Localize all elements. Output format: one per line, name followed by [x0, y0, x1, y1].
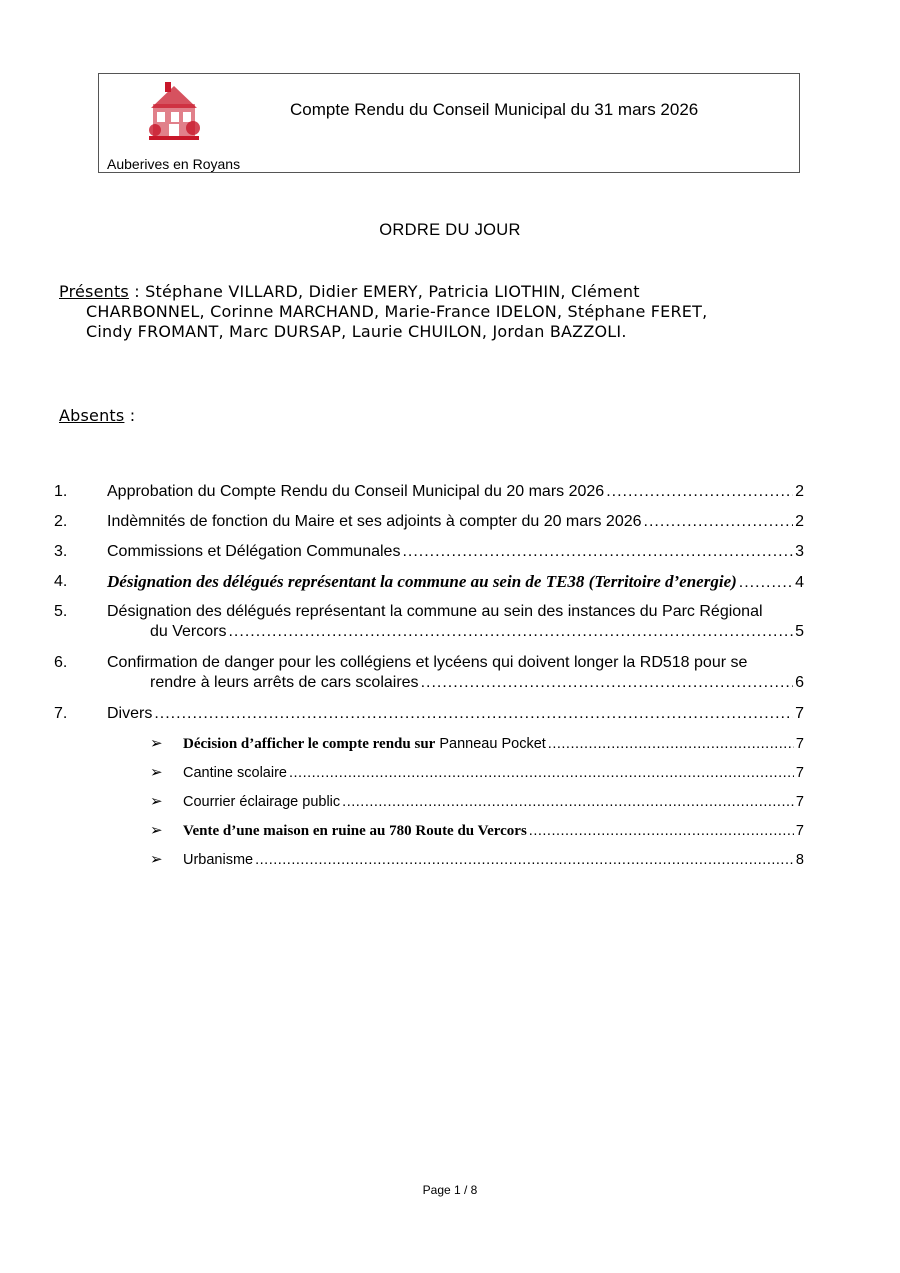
presents-names-1: Stéphane VILLARD, Didier EMERY, Patricia LIOTHIN, Clément	[145, 282, 640, 301]
toc-text: Divers	[107, 705, 153, 722]
presents-names-2: CHARBONNEL, Corinne MARCHAND, Marie-France IDELON, Stéphane FERET,	[86, 302, 708, 321]
toc-page: 8	[795, 852, 804, 868]
page-number: Page 1 / 8	[422, 1183, 478, 1197]
toc-text: Approbation du Compte Rendu du Conseil Municipal du 20 mars 2026	[107, 483, 605, 500]
toc-entry[interactable]	[54, 653, 804, 693]
arrow-bullet-icon: ➢	[150, 735, 163, 752]
toc-leader	[289, 764, 794, 782]
toc-sub-text: Urbanisme	[183, 852, 254, 868]
arrow-bullet-icon: ➢	[150, 822, 163, 839]
toc-sub-entry[interactable]	[150, 764, 804, 782]
toc-text-continued: rendre à leurs arrêts de cars scolaires	[150, 674, 419, 691]
toc-entry[interactable]	[54, 482, 804, 502]
arrow-bullet-icon: ➢	[150, 764, 163, 781]
toc-sub-entry[interactable]	[150, 735, 804, 753]
toc-leader	[402, 542, 793, 562]
toc-sub-text-bold: Vente d’une maison en ruine au 780 Route du Vercors	[183, 823, 527, 839]
toc-sub-text: Courrier éclairage public	[183, 794, 341, 810]
toc-entry[interactable]	[54, 542, 804, 562]
arrow-bullet-icon: ➢	[150, 851, 163, 868]
toc-page: 6	[795, 674, 804, 691]
toc-entry[interactable]	[54, 704, 804, 724]
toc-sub-entry[interactable]	[150, 793, 804, 811]
toc-number: 4.	[54, 573, 68, 590]
toc-entry[interactable]	[54, 512, 804, 532]
toc-leader	[606, 482, 793, 502]
toc-text: Indèmnités de fonction du Maire et ses adjoints à compter du 20 mars 2026	[107, 513, 642, 530]
toc-page: 7	[795, 823, 804, 839]
presents-label: Présents	[59, 282, 129, 301]
toc-leader	[154, 704, 793, 724]
toc-sub-text: Cantine scolaire	[183, 765, 287, 781]
toc-page: 7	[795, 736, 804, 752]
toc-page: 5	[795, 623, 804, 640]
toc-page: 7	[795, 765, 804, 781]
toc-leader	[342, 793, 794, 811]
presents-separator: :	[128, 282, 146, 301]
toc-leader	[255, 851, 794, 869]
presents-names-3: Cindy FROMANT, Marc DURSAP, Laurie CHUILON, Jordan BAZZOLI.	[86, 322, 627, 341]
toc-text-continued: du Vercors	[150, 623, 227, 640]
agenda-title: ORDRE DU JOUR	[379, 221, 521, 239]
toc-entry[interactable]	[54, 572, 804, 593]
toc-sub-text: Panneau Pocket	[435, 736, 546, 752]
toc-number: 7.	[54, 705, 68, 722]
toc-page: 4	[795, 574, 804, 591]
absents-label: Absents	[59, 406, 125, 425]
toc-text: Désignation des délégués représentant la commune au sein des instances du Parc Régional	[107, 603, 763, 620]
arrow-bullet-icon: ➢	[150, 793, 163, 810]
toc-number: 5.	[54, 603, 68, 620]
toc-text: Désignation des délégués représentant la commune au sein de TE38 (Territoire d’energie)	[107, 572, 737, 591]
toc-leader	[644, 512, 794, 532]
toc-number: 1.	[54, 483, 68, 500]
absents-separator: :	[124, 406, 136, 425]
toc-entry[interactable]	[54, 602, 804, 642]
town-name: Auberives en Royans	[107, 156, 241, 172]
toc-number: 2.	[54, 513, 68, 530]
document-title: Compte Rendu du Conseil Municipal du 31 mars 2026	[290, 100, 699, 119]
toc-leader	[228, 622, 793, 642]
toc-page: 3	[795, 543, 804, 560]
toc-sub-entry[interactable]	[150, 822, 804, 840]
toc-text: Commissions et Délégation Communales	[107, 543, 401, 560]
toc-leader	[548, 735, 794, 753]
toc-page: 2	[795, 483, 804, 500]
toc-text: Confirmation de danger pour les collégiens et lycéens qui doivent longer la RD518 pour se	[107, 654, 748, 671]
toc-number: 3.	[54, 543, 68, 560]
toc-number: 6.	[54, 654, 68, 671]
toc-page: 2	[795, 513, 804, 530]
toc-leader	[421, 673, 794, 693]
toc-page: 7	[795, 794, 804, 810]
toc-leader	[529, 822, 794, 840]
toc-leader	[739, 573, 793, 593]
toc-sub-entry[interactable]	[150, 851, 804, 869]
toc-page: 7	[795, 705, 804, 722]
toc-sub-text-bold: Décision d’afficher le compte rendu sur	[183, 736, 436, 752]
